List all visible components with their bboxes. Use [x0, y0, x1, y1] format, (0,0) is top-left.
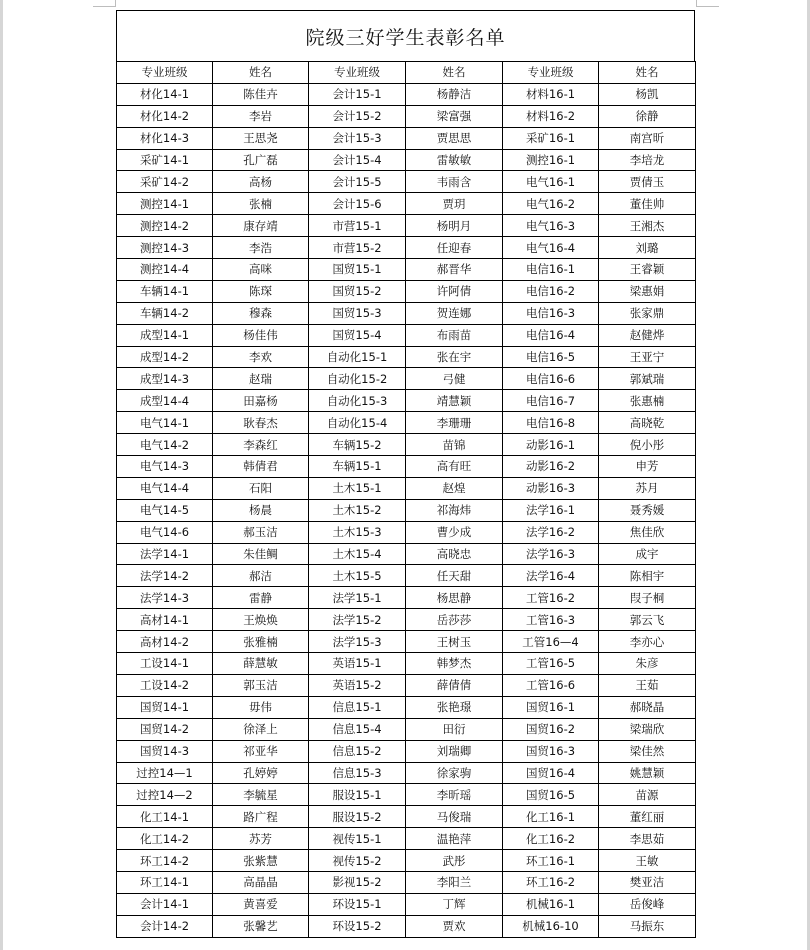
student-name-cell: 苏月 — [599, 477, 696, 499]
class-cell: 电气16-1 — [503, 171, 599, 193]
class-cell: 测控14-2 — [117, 215, 213, 237]
table-row — [117, 762, 696, 784]
student-name-cell: 张紫慧 — [213, 850, 309, 872]
class-cell: 法学16-2 — [503, 521, 599, 543]
table-row — [117, 565, 696, 587]
student-name-cell: 王树玉 — [406, 631, 503, 653]
student-name-cell: 弓健 — [406, 368, 503, 390]
student-name-cell: 韩倩君 — [213, 456, 309, 478]
class-cell: 车辆15-2 — [309, 434, 406, 456]
student-name-cell: 李亦心 — [599, 631, 696, 653]
class-cell: 法学15-1 — [309, 587, 406, 609]
class-cell: 法学16-4 — [503, 565, 599, 587]
class-cell: 工管16-6 — [503, 674, 599, 696]
class-cell: 采矿14-1 — [117, 149, 213, 171]
class-cell: 国贸16-5 — [503, 784, 599, 806]
student-name-cell: 岳俊峰 — [599, 893, 696, 915]
class-cell: 国贸14-3 — [117, 740, 213, 762]
student-name-cell: 徐家驹 — [406, 762, 503, 784]
class-cell: 电气14-1 — [117, 412, 213, 434]
class-cell: 过控14—2 — [117, 784, 213, 806]
class-cell: 电信16-8 — [503, 412, 599, 434]
student-name-cell: 王湘杰 — [599, 215, 696, 237]
class-cell: 土木15-1 — [309, 477, 406, 499]
student-name-cell: 康存靖 — [213, 215, 309, 237]
table-row — [117, 499, 696, 521]
student-name-cell: 张馨艺 — [213, 915, 309, 937]
class-cell: 英语15-1 — [309, 653, 406, 675]
student-name-cell: 郭云飞 — [599, 609, 696, 631]
student-name-cell: 张惠楠 — [599, 390, 696, 412]
student-name-cell: 王亚宁 — [599, 346, 696, 368]
student-name-cell: 徐静 — [599, 105, 696, 127]
class-cell: 材化14-2 — [117, 105, 213, 127]
student-name-cell: 杨静洁 — [406, 83, 503, 105]
table-row — [117, 324, 696, 346]
student-name-cell: 王睿颖 — [599, 259, 696, 281]
table-row — [117, 127, 696, 149]
student-name-cell: 张在宇 — [406, 346, 503, 368]
student-name-cell: 韩梦杰 — [406, 653, 503, 675]
student-name-cell: 高晶晶 — [213, 871, 309, 893]
margin-mark-right-v — [696, 0, 697, 7]
class-cell: 法学16-1 — [503, 499, 599, 521]
student-name-cell: 李毓星 — [213, 784, 309, 806]
class-cell: 会计15-2 — [309, 105, 406, 127]
student-name-cell: 贾倩玉 — [599, 171, 696, 193]
class-cell: 机械16-1 — [503, 893, 599, 915]
student-name-cell: 李培龙 — [599, 149, 696, 171]
class-cell: 电信16-1 — [503, 259, 599, 281]
table-row — [117, 456, 696, 478]
student-name-cell: 任迎春 — [406, 237, 503, 259]
student-name-cell: 申芳 — [599, 456, 696, 478]
student-name-cell: 郭斌瑞 — [599, 368, 696, 390]
class-cell: 法学15-2 — [309, 609, 406, 631]
class-cell: 国贸15-4 — [309, 324, 406, 346]
class-cell: 成型14-2 — [117, 346, 213, 368]
student-name-cell: 樊亚洁 — [599, 871, 696, 893]
student-name-cell: 陈琛 — [213, 280, 309, 302]
class-cell: 高材14-1 — [117, 609, 213, 631]
table-row — [117, 346, 696, 368]
student-name-cell: 祁亚华 — [213, 740, 309, 762]
student-name-cell: 马俊瑞 — [406, 806, 503, 828]
student-name-cell: 高有旺 — [406, 456, 503, 478]
student-name-cell: 李珊珊 — [406, 412, 503, 434]
student-name-cell: 高晓乾 — [599, 412, 696, 434]
student-name-cell: 祁海炜 — [406, 499, 503, 521]
table-row — [117, 259, 696, 281]
table-row — [117, 850, 696, 872]
student-name-cell: 薛慧敏 — [213, 653, 309, 675]
student-name-cell: 郝晓晶 — [599, 696, 696, 718]
class-cell: 工管16-2 — [503, 587, 599, 609]
student-name-cell: 南宫昕 — [599, 127, 696, 149]
student-name-cell: 杨思静 — [406, 587, 503, 609]
class-cell: 国贸16-2 — [503, 718, 599, 740]
student-name-cell: 董红丽 — [599, 806, 696, 828]
student-name-cell: 赵瑞 — [213, 368, 309, 390]
student-name-cell: 雷静 — [213, 587, 309, 609]
class-cell: 测控14-3 — [117, 237, 213, 259]
table-row — [117, 193, 696, 215]
student-name-cell: 倪小彤 — [599, 434, 696, 456]
student-name-cell: 焦佳欣 — [599, 521, 696, 543]
table-row — [117, 280, 696, 302]
class-cell: 测控14-4 — [117, 259, 213, 281]
class-cell: 化工14-1 — [117, 806, 213, 828]
class-cell: 市营15-2 — [309, 237, 406, 259]
student-name-cell: 路广程 — [213, 806, 309, 828]
class-cell: 信息15-1 — [309, 696, 406, 718]
student-name-cell: 王茹 — [599, 674, 696, 696]
header-cell: 专业班级 — [309, 62, 406, 84]
class-cell: 车辆14-2 — [117, 302, 213, 324]
class-cell: 英语15-2 — [309, 674, 406, 696]
class-cell: 视传15-1 — [309, 828, 406, 850]
class-cell: 国贸14-1 — [117, 696, 213, 718]
class-cell: 电气14-3 — [117, 456, 213, 478]
table-row — [117, 237, 696, 259]
student-name-cell: 梁瑞欣 — [599, 718, 696, 740]
class-cell: 材化14-1 — [117, 83, 213, 105]
class-cell: 电气14-5 — [117, 499, 213, 521]
header-cell: 专业班级 — [503, 62, 599, 84]
class-cell: 服设15-2 — [309, 806, 406, 828]
class-cell: 会计14-1 — [117, 893, 213, 915]
class-cell: 化工14-2 — [117, 828, 213, 850]
class-cell: 会计14-2 — [117, 915, 213, 937]
class-cell: 电气14-2 — [117, 434, 213, 456]
class-cell: 工管16—4 — [503, 631, 599, 653]
class-cell: 自动化15-4 — [309, 412, 406, 434]
class-cell: 成型14-4 — [117, 390, 213, 412]
student-name-cell: 马振东 — [599, 915, 696, 937]
student-name-cell: 田嘉杨 — [213, 390, 309, 412]
student-name-cell: 朱佳鲷 — [213, 543, 309, 565]
table-row — [117, 871, 696, 893]
class-cell: 环工16-1 — [503, 850, 599, 872]
class-cell: 高材14-2 — [117, 631, 213, 653]
student-name-cell: 贾思思 — [406, 127, 503, 149]
class-cell: 信息15-4 — [309, 718, 406, 740]
class-cell: 测控16-1 — [503, 149, 599, 171]
class-cell: 工设14-2 — [117, 674, 213, 696]
student-name-cell: 韦雨含 — [406, 171, 503, 193]
student-name-cell: 郝玉洁 — [213, 521, 309, 543]
student-name-cell: 温艳萍 — [406, 828, 503, 850]
class-cell: 电信16-7 — [503, 390, 599, 412]
table-row — [117, 653, 696, 675]
student-name-cell: 成宇 — [599, 543, 696, 565]
student-name-cell: 苗源 — [599, 784, 696, 806]
student-name-cell: 李欢 — [213, 346, 309, 368]
student-name-cell: 贺连娜 — [406, 302, 503, 324]
student-name-cell: 岳莎莎 — [406, 609, 503, 631]
class-cell: 材料16-1 — [503, 83, 599, 105]
class-cell: 国贸15-1 — [309, 259, 406, 281]
student-name-cell: 曹少成 — [406, 521, 503, 543]
class-cell: 信息15-2 — [309, 740, 406, 762]
class-cell: 国贸15-2 — [309, 280, 406, 302]
class-cell: 电气16-2 — [503, 193, 599, 215]
margin-mark-left — [93, 6, 115, 7]
table-row — [117, 149, 696, 171]
class-cell: 化工16-2 — [503, 828, 599, 850]
class-cell: 电信16-3 — [503, 302, 599, 324]
class-cell: 法学14-2 — [117, 565, 213, 587]
class-cell: 会计15-6 — [309, 193, 406, 215]
student-name-cell: 梁富强 — [406, 105, 503, 127]
class-cell: 会计15-1 — [309, 83, 406, 105]
document-title: 院级三好学生表彰名单 — [116, 10, 695, 61]
class-cell: 会计15-3 — [309, 127, 406, 149]
class-cell: 服设15-1 — [309, 784, 406, 806]
class-cell: 材化14-3 — [117, 127, 213, 149]
class-cell: 材料16-2 — [503, 105, 599, 127]
student-name-cell: 姚慧颖 — [599, 762, 696, 784]
table-row — [117, 390, 696, 412]
class-cell: 化工16-1 — [503, 806, 599, 828]
student-name-cell: 杨晨 — [213, 499, 309, 521]
class-cell: 土木15-2 — [309, 499, 406, 521]
student-name-cell: 杨凯 — [599, 83, 696, 105]
class-cell: 电信16-2 — [503, 280, 599, 302]
class-cell: 机械16-10 — [503, 915, 599, 937]
student-name-cell: 黄喜爱 — [213, 893, 309, 915]
table-header-row — [117, 62, 696, 84]
class-cell: 动影16-3 — [503, 477, 599, 499]
table-row — [117, 83, 696, 105]
student-name-cell: 梁佳然 — [599, 740, 696, 762]
class-cell: 土木15-4 — [309, 543, 406, 565]
class-cell: 环设15-1 — [309, 893, 406, 915]
class-cell: 动影16-1 — [503, 434, 599, 456]
class-cell: 环工14-1 — [117, 871, 213, 893]
class-cell: 视传15-2 — [309, 850, 406, 872]
class-cell: 测控14-1 — [117, 193, 213, 215]
student-name-cell: 张艳璟 — [406, 696, 503, 718]
student-name-cell: 薛倩倩 — [406, 674, 503, 696]
student-name-cell: 赵健烨 — [599, 324, 696, 346]
margin-mark-right — [697, 6, 719, 7]
class-cell: 法学14-1 — [117, 543, 213, 565]
header-cell: 姓名 — [599, 62, 696, 84]
class-cell: 自动化15-3 — [309, 390, 406, 412]
class-cell: 成型14-3 — [117, 368, 213, 390]
header-cell: 姓名 — [213, 62, 309, 84]
class-cell: 采矿16-1 — [503, 127, 599, 149]
honor-roll-table — [116, 61, 696, 938]
page-edge-left — [0, 0, 3, 950]
student-name-cell: 李思茹 — [599, 828, 696, 850]
student-name-cell: 张家鼎 — [599, 302, 696, 324]
class-cell: 国贸16-3 — [503, 740, 599, 762]
student-name-cell: 高杨 — [213, 171, 309, 193]
student-name-cell: 高咪 — [213, 259, 309, 281]
class-cell: 车辆14-1 — [117, 280, 213, 302]
table-body — [117, 62, 696, 938]
class-cell: 成型14-1 — [117, 324, 213, 346]
table-row — [117, 696, 696, 718]
class-cell: 工管16-5 — [503, 653, 599, 675]
student-name-cell: 张楠 — [213, 193, 309, 215]
class-cell: 环设15-2 — [309, 915, 406, 937]
student-name-cell: 孔广磊 — [213, 149, 309, 171]
student-name-cell: 郝洁 — [213, 565, 309, 587]
class-cell: 土木15-3 — [309, 521, 406, 543]
class-cell: 市营15-1 — [309, 215, 406, 237]
class-cell: 电信16-6 — [503, 368, 599, 390]
class-cell: 国贸14-2 — [117, 718, 213, 740]
student-name-cell: 李森红 — [213, 434, 309, 456]
table-row — [117, 302, 696, 324]
class-cell: 环工14-2 — [117, 850, 213, 872]
student-name-cell: 许阿倩 — [406, 280, 503, 302]
table-row — [117, 215, 696, 237]
table-row — [117, 587, 696, 609]
student-name-cell: 李岩 — [213, 105, 309, 127]
table-row — [117, 718, 696, 740]
class-cell: 土木15-5 — [309, 565, 406, 587]
student-name-cell: 朱彦 — [599, 653, 696, 675]
student-name-cell: 苗锦 — [406, 434, 503, 456]
class-cell: 电气16-3 — [503, 215, 599, 237]
student-name-cell: 丁辉 — [406, 893, 503, 915]
student-name-cell: 李昕瑶 — [406, 784, 503, 806]
student-name-cell: 张雅楠 — [213, 631, 309, 653]
table-row — [117, 674, 696, 696]
table-row — [117, 915, 696, 937]
student-name-cell: 靖慧颖 — [406, 390, 503, 412]
student-name-cell: 毋伟 — [213, 696, 309, 718]
class-cell: 国贸15-3 — [309, 302, 406, 324]
class-cell: 电信16-5 — [503, 346, 599, 368]
student-name-cell: 叚子桐 — [599, 587, 696, 609]
class-cell: 法学16-3 — [503, 543, 599, 565]
table-row — [117, 893, 696, 915]
table-row — [117, 171, 696, 193]
table-row — [117, 434, 696, 456]
header-cell: 专业班级 — [117, 62, 213, 84]
student-name-cell: 王敏 — [599, 850, 696, 872]
class-cell: 国贸16-1 — [503, 696, 599, 718]
student-name-cell: 田衍 — [406, 718, 503, 740]
table-row — [117, 784, 696, 806]
class-cell: 自动化15-1 — [309, 346, 406, 368]
margin-mark-left-v — [115, 0, 116, 7]
student-name-cell: 穆森 — [213, 302, 309, 324]
class-cell: 自动化15-2 — [309, 368, 406, 390]
class-cell: 电气16-4 — [503, 237, 599, 259]
student-name-cell: 高晓忠 — [406, 543, 503, 565]
student-name-cell: 梁惠娟 — [599, 280, 696, 302]
class-cell: 动影16-2 — [503, 456, 599, 478]
student-name-cell: 杨佳伟 — [213, 324, 309, 346]
header-cell: 姓名 — [406, 62, 503, 84]
table-row — [117, 543, 696, 565]
table-row — [117, 368, 696, 390]
student-name-cell: 刘璐 — [599, 237, 696, 259]
class-cell: 过控14—1 — [117, 762, 213, 784]
student-name-cell: 耿春杰 — [213, 412, 309, 434]
student-name-cell: 陈相宇 — [599, 565, 696, 587]
table-row — [117, 609, 696, 631]
student-name-cell: 贾欢 — [406, 915, 503, 937]
table-row — [117, 740, 696, 762]
student-name-cell: 董佳帅 — [599, 193, 696, 215]
table-row — [117, 828, 696, 850]
table-row — [117, 105, 696, 127]
student-name-cell: 孔婷婷 — [213, 762, 309, 784]
document-page — [116, 10, 695, 938]
student-name-cell: 布雨苗 — [406, 324, 503, 346]
student-name-cell: 陈佳卉 — [213, 83, 309, 105]
student-name-cell: 郭玉洁 — [213, 674, 309, 696]
student-name-cell: 任天甜 — [406, 565, 503, 587]
student-name-cell: 聂秀媛 — [599, 499, 696, 521]
student-name-cell: 李浩 — [213, 237, 309, 259]
class-cell: 法学14-3 — [117, 587, 213, 609]
class-cell: 影视15-2 — [309, 871, 406, 893]
class-cell: 会计15-4 — [309, 149, 406, 171]
student-name-cell: 雷敏敏 — [406, 149, 503, 171]
class-cell: 电信16-4 — [503, 324, 599, 346]
student-name-cell: 李阳兰 — [406, 871, 503, 893]
student-name-cell: 杨明月 — [406, 215, 503, 237]
class-cell: 会计15-5 — [309, 171, 406, 193]
class-cell: 采矿14-2 — [117, 171, 213, 193]
student-name-cell: 赵煌 — [406, 477, 503, 499]
table-row — [117, 806, 696, 828]
student-name-cell: 王焕焕 — [213, 609, 309, 631]
table-row — [117, 631, 696, 653]
student-name-cell: 刘瑞卿 — [406, 740, 503, 762]
student-name-cell: 郝晋华 — [406, 259, 503, 281]
student-name-cell: 王思尧 — [213, 127, 309, 149]
class-cell: 信息15-3 — [309, 762, 406, 784]
class-cell: 国贸16-4 — [503, 762, 599, 784]
student-name-cell: 石阳 — [213, 477, 309, 499]
class-cell: 工管16-3 — [503, 609, 599, 631]
student-name-cell: 苏芳 — [213, 828, 309, 850]
class-cell: 车辆15-1 — [309, 456, 406, 478]
student-name-cell: 贾玥 — [406, 193, 503, 215]
class-cell: 电气14-6 — [117, 521, 213, 543]
student-name-cell: 武彤 — [406, 850, 503, 872]
table-row — [117, 412, 696, 434]
class-cell: 环工16-2 — [503, 871, 599, 893]
class-cell: 工设14-1 — [117, 653, 213, 675]
student-name-cell: 徐泽上 — [213, 718, 309, 740]
table-row — [117, 477, 696, 499]
class-cell: 法学15-3 — [309, 631, 406, 653]
class-cell: 电气14-4 — [117, 477, 213, 499]
table-row — [117, 521, 696, 543]
